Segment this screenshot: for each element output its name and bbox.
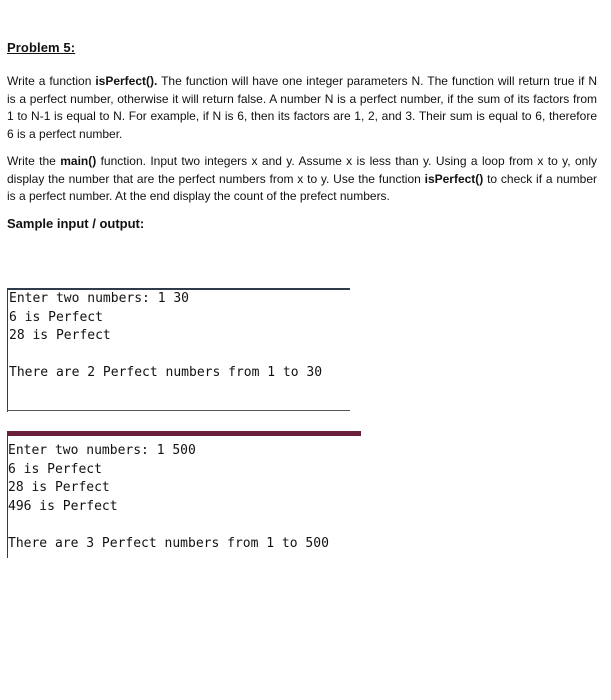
console-line: 28 is Perfect bbox=[8, 480, 110, 495]
para2-text-c: to check if a number is a perfect number. At the end display the count of the prefect numbers. bbox=[7, 171, 598, 203]
para1-text-b: The function will have one integer parameters N. The function will return true if N is a perfect number, otherwise it will return false. A number N is a perfect number, if the sum of its factors from 1 to N-1 is equal to N. For example, if N is 6, then its factors are 1, 2, and 3. Their sum is equal to 6, therefore 6 is a perfect number. bbox=[7, 74, 598, 141]
console-bottom-rule bbox=[7, 410, 350, 411]
console-summary: There are 3 Perfect numbers from 1 to 500 bbox=[8, 535, 329, 551]
main-fn-name: main() bbox=[60, 154, 97, 168]
problem-document bbox=[7, 40, 597, 231]
console-line: 28 is Perfect bbox=[9, 328, 111, 343]
para2-text-a: Write the bbox=[7, 154, 61, 168]
para2-text-b: function. Input two integers x and y. Assume x is less than y. Using a loop from x to y, only display the number that are the perfect numbers from x to y. Use the function bbox=[7, 154, 597, 186]
is-perfect-fn-ref: isPerfect() bbox=[424, 171, 484, 186]
console-line: 6 is Perfect bbox=[9, 309, 103, 325]
console-line: 6 is Perfect bbox=[8, 461, 102, 477]
console-line: 496 is Perfect bbox=[8, 498, 118, 514]
main-description bbox=[7, 153, 597, 206]
console-summary: There are 2 Perfect numbers from 1 to 30 bbox=[9, 365, 323, 380]
function-description bbox=[7, 73, 597, 143]
console-output-1 bbox=[7, 288, 350, 412]
is-perfect-fn-name: isPerfect(). bbox=[95, 74, 158, 88]
console-lines bbox=[7, 436, 361, 553]
console-line: Enter two numbers: 1 500 bbox=[8, 443, 196, 458]
problem-title: Problem 5: bbox=[7, 40, 76, 55]
console-blank-line bbox=[7, 516, 361, 535]
console-left-border bbox=[7, 436, 8, 558]
sample-io-label: Sample input / output: bbox=[7, 215, 145, 231]
para1-text-a: Write a function bbox=[7, 74, 96, 88]
console-blank-line bbox=[8, 346, 350, 365]
console-output-2 bbox=[7, 431, 361, 566]
console-line: Enter two numbers: 1 30 bbox=[9, 291, 190, 306]
